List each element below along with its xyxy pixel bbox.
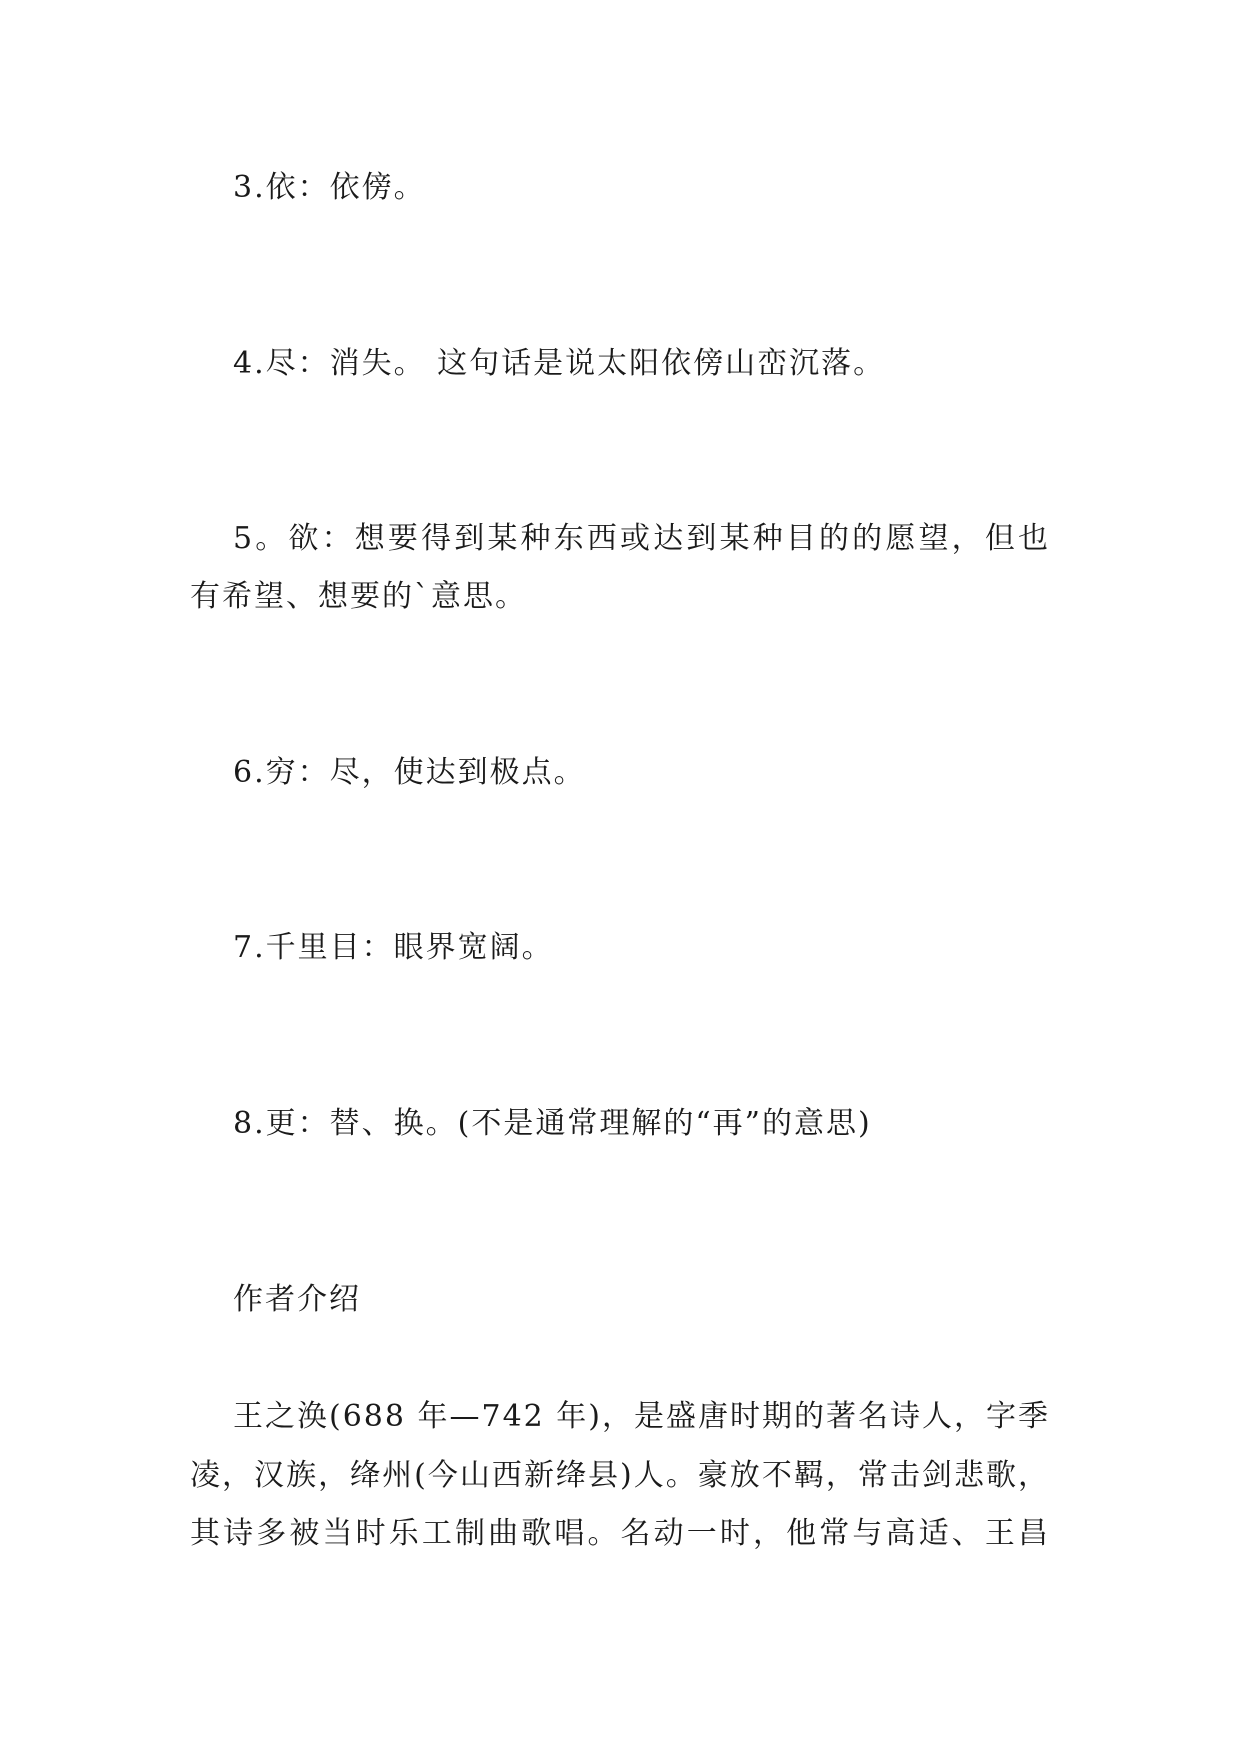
note-5-line-2: 有希望、想要的`意思。	[190, 579, 527, 614]
note-6: 6.穷：尽，使达到极点。	[233, 755, 586, 790]
note-7: 7.千里目：眼界宽阔。	[233, 930, 554, 965]
note-3: 3.依：依傍。	[233, 170, 426, 205]
note-8: 8.更：替、换。(不是通常理解的“再”的意思)	[233, 1106, 872, 1141]
note-5-line-1: 5。欲：想要得到某种东西或达到某种目的的愿望，但也	[233, 521, 1050, 556]
author-paragraph-line-2: 凌，汉族，绛州(今山西新绛县)人。豪放不羁，常击剑悲歌，	[190, 1458, 1050, 1493]
author-paragraph-line-3: 其诗多被当时乐工制曲歌唱。名动一时，他常与高适、王昌	[190, 1516, 1050, 1551]
author-paragraph-line-1: 王之涣(688 年—742 年)，是盛唐时期的著名诗人，字季	[233, 1399, 1051, 1434]
note-4: 4.尽：消失。 这句话是说太阳依傍山峦沉落。	[233, 346, 886, 381]
section-heading: 作者介绍	[233, 1282, 361, 1317]
